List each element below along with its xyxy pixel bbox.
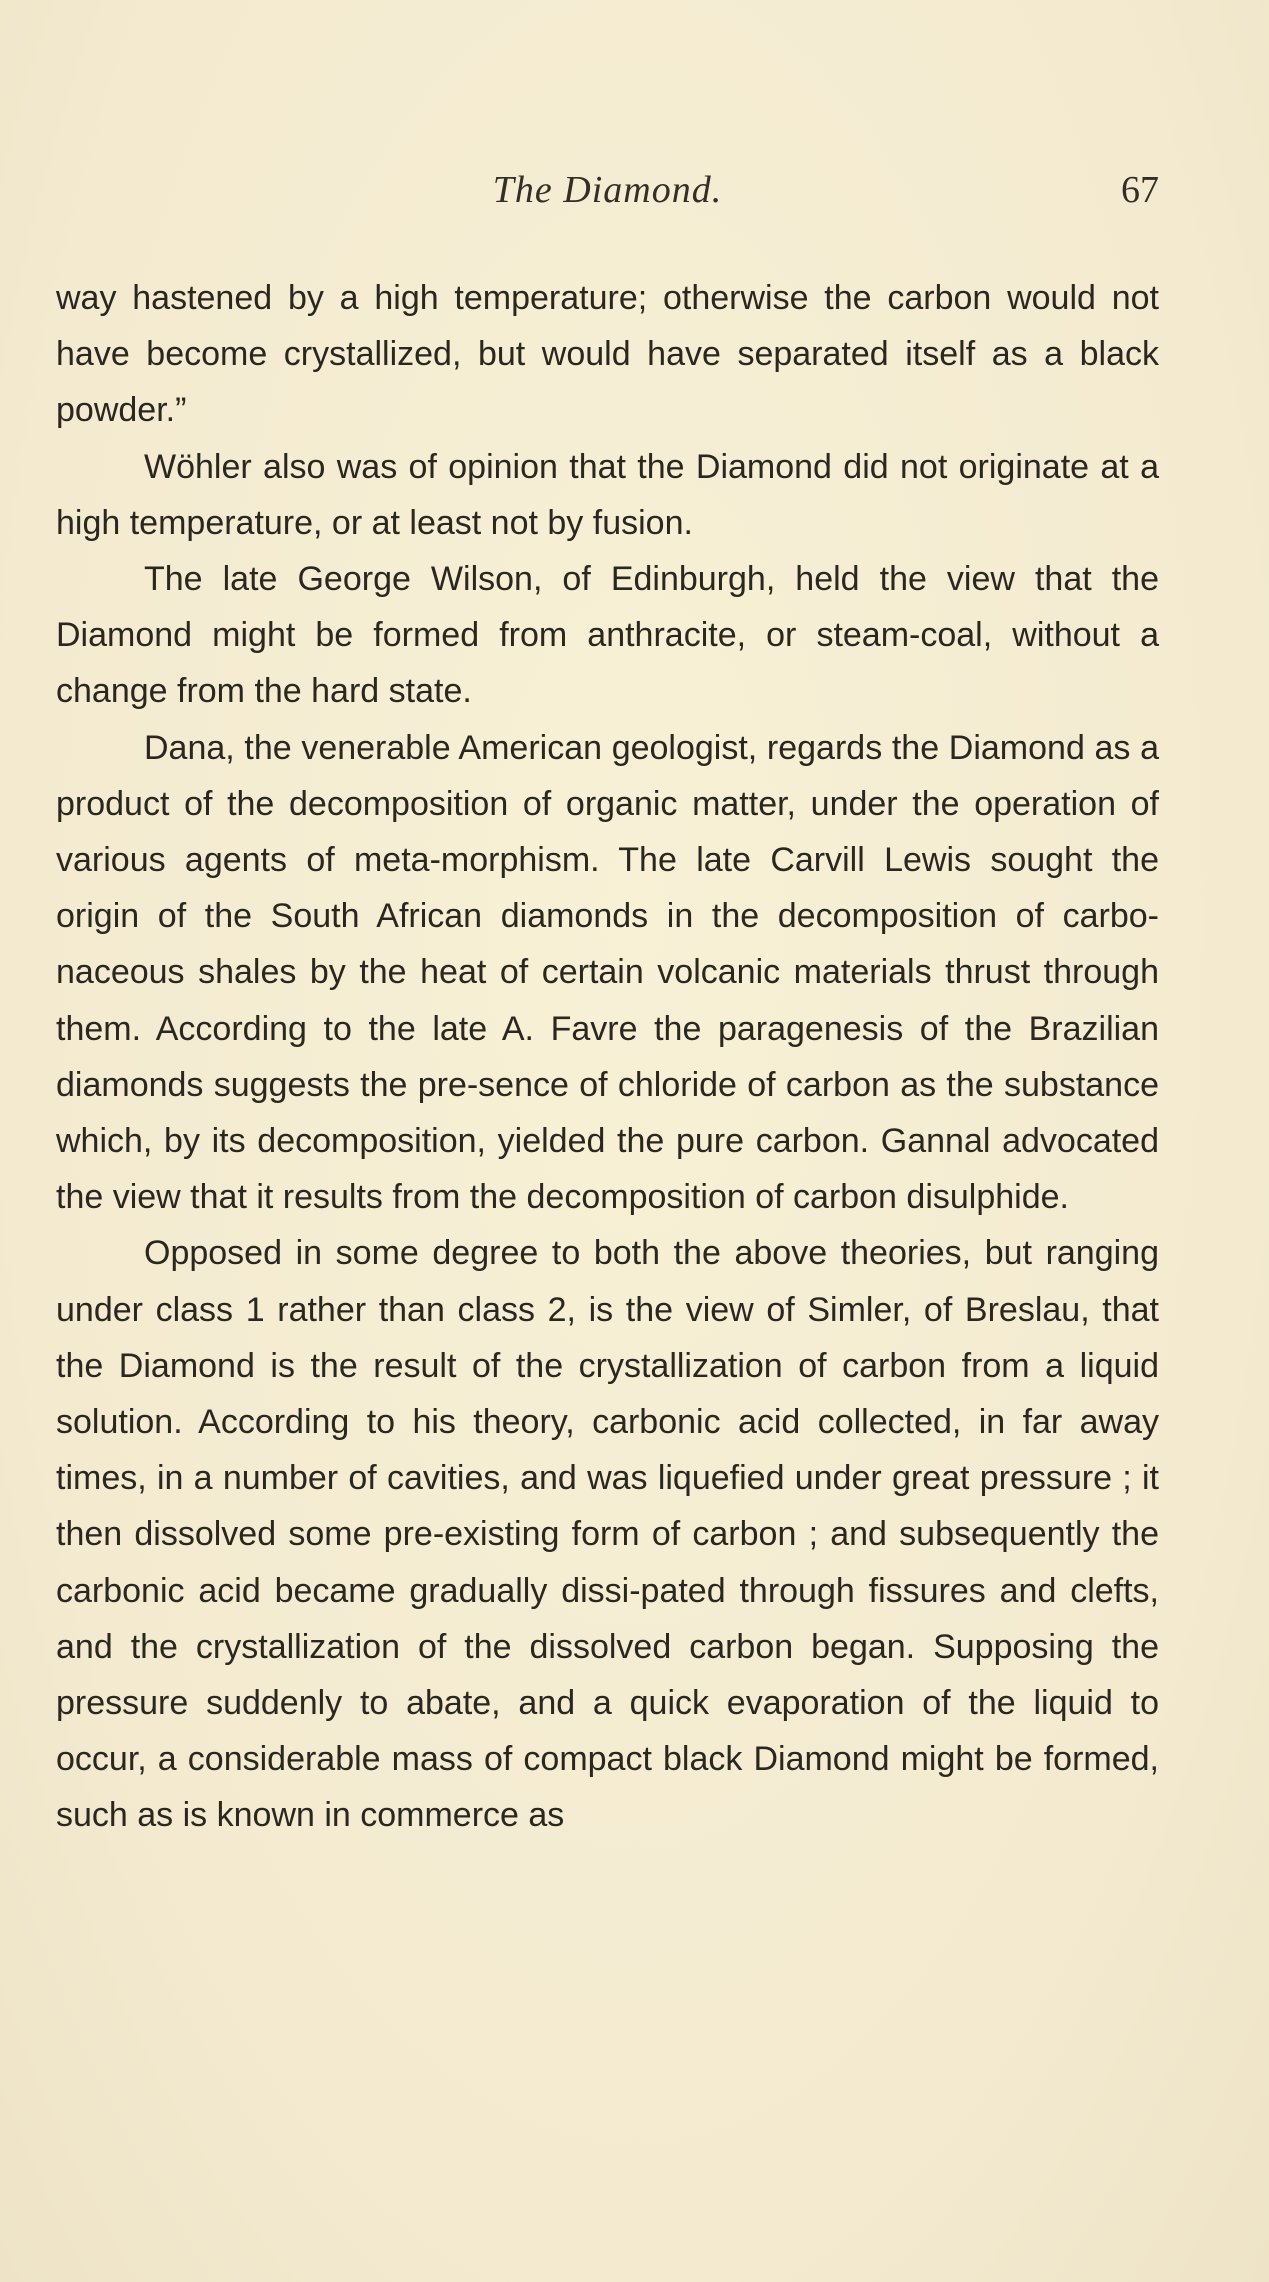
paragraph-continued: way hastened by a high temperature; otherwise the carbon would not have become crystallized, but would have separated itself as a black powder.” — [56, 279, 1159, 430]
body-text — [56, 270, 1159, 1844]
paragraph-wilson: The late George Wilson, of Edinburgh, held the view that the Diamond might be formed from anthracite, or steam-coal, without a change from the hard state. — [56, 560, 1159, 711]
paragraph-dana: Dana, the venerable American geologist, regards the Diamond as a product of the decomposition of organic matter, under the operation of various agents of meta-morphism. The late Carvill Lewis sought the origin of the South African diamonds in the decomposition of carbo-naceous shales by the heat of certain volcanic materials thrust through them. According to the late A. Favre the paragenesis of the Brazilian diamonds suggests the pre-sence of chloride of carbon as the substance which, by its decomposition, yielded the pure carbon. Gannal advocated the view that it results from the decomposition of carbon disulphide. — [56, 728, 1159, 1217]
page-header — [56, 160, 1159, 220]
paragraph-simler: Opposed in some degree to both the above theories, but ranging under class 1 rather than class 2, is the view of Simler, of Breslau, that the Diamond is the result of the crystallization of carbon from a liquid solution. According to his theory, carbonic acid collected, in far away times, in a number of cavities, and was liquefied under great pressure ; it then dissolved some pre-existing form of carbon ; and subsequently the carbonic acid became gradually dissi-pated through fissures and clefts, and the crystallization of the dissolved carbon began. Supposing the pressure suddenly to abate, and a quick evaporation of the liquid to occur, a considerable mass of compact black Diamond might be formed, such as is known in commerce as — [56, 1234, 1159, 1835]
running-title: The Diamond. — [492, 169, 723, 211]
page-number: 67 — [1121, 169, 1159, 211]
paragraph-wohler: Wöhler also was of opinion that the Diamond did not originate at a high temperature, or at least not by fusion. — [56, 447, 1159, 542]
